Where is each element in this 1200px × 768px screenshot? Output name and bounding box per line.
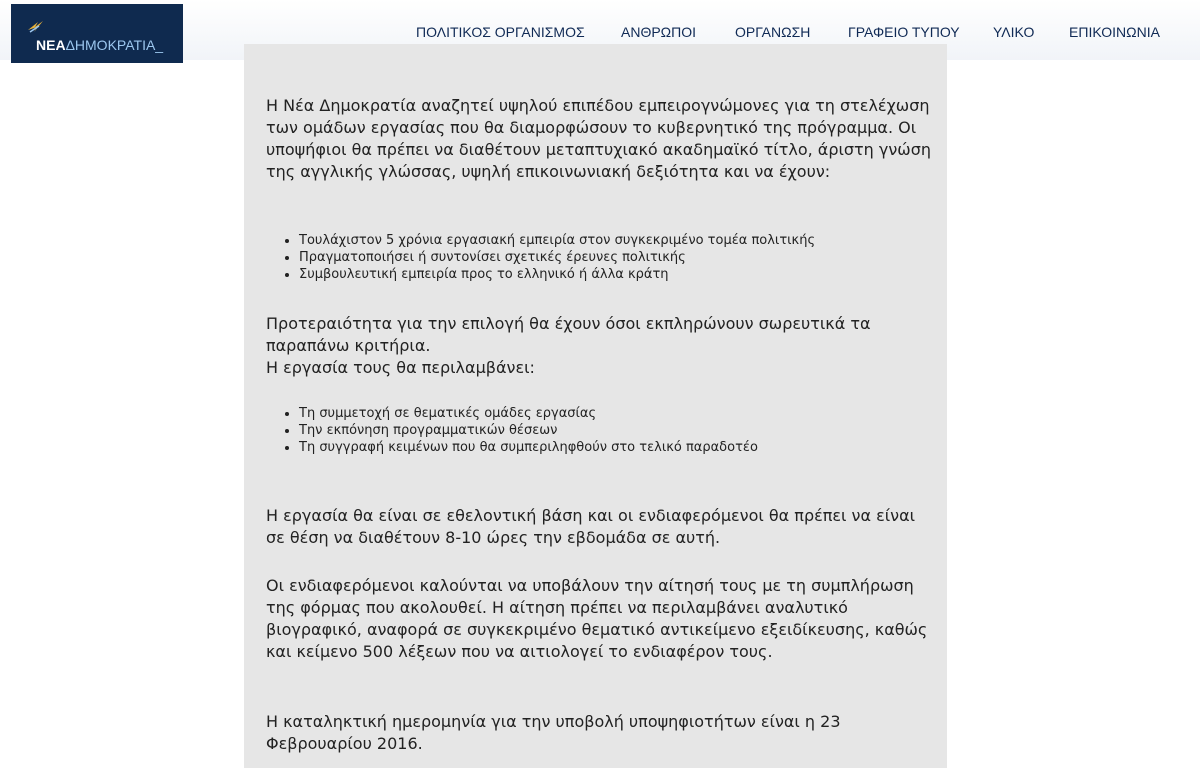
deadline-paragraph: Η καταληκτική ημερομηνία για την υποβολή υποψηφιοτήτων είναι η 23 Φεβρουαρίου 2016. — [266, 712, 841, 753]
requirements-list — [266, 232, 949, 283]
list-item: • Την εκπόνηση προγραμματικών θέσεων — [299, 422, 949, 439]
application-paragraph: Οι ενδιαφερόμενοι καλούνται να υποβάλουν την αίτησή τους με τη συμπλήρωση της φόρμας που ακολουθεί. Η αίτηση πρέπει να περιλαμβάνει αναλυτικό βιογραφικό, αναφορά σε συγκεκριμένο θεματικό αντικείμενο εξειδίκευσης, καθώς και κείμενο 500 λέξεων που να αιτιολογεί το ενδιαφέρον τους. — [266, 576, 928, 661]
priority-paragraph: Προτεραιότητα για την επιλογή θα έχουν όσοι εκπληρώνουν σωρευτικά τα παραπάνω κριτήρια. — [266, 314, 871, 355]
nav-item-organization[interactable]: ΟΡΓΑΝΩΣΗ — [735, 24, 811, 40]
nav-item-political-organization[interactable]: ΠΟΛΙΤΙΚΟΣ ΟΡΓΑΝΙΣΜΟΣ — [416, 24, 585, 40]
logo-text-strong: ΝΕΑ — [36, 37, 66, 53]
list-item: • Τη συμμετοχή σε θεματικές ομάδες εργασίας — [299, 405, 949, 422]
main-navigation — [0, 24, 1200, 44]
duties-list — [266, 405, 949, 456]
list-item: • Συμβουλευτική εμπειρία προς το ελληνικό ή άλλα κράτη — [299, 266, 949, 283]
nav-item-press-office[interactable]: ΓΡΑΦΕΙΟ ΤΥΠΟΥ — [848, 24, 960, 40]
article-content — [244, 44, 947, 768]
nav-item-contact[interactable]: ΕΠΙΚΟΙΝΩΝΙΑ — [1069, 24, 1160, 40]
logo-text-light: ΔΗΜΟΚΡΑΤΙΑ_ — [65, 37, 164, 53]
list-item: • Τουλάχιστον 5 χρόνια εργασιακή εμπειρία στον συγκεκριμένο τομέα πολιτικής — [299, 232, 949, 249]
volunteer-paragraph: Η εργασία θα είναι σε εθελοντική βάση και οι ενδιαφερόμενοι θα πρέπει να είναι σε θέση να διαθέτουν 8-10 ώρες την εβδομάδα σε αυτή. — [266, 506, 916, 547]
intro-paragraph: Η Νέα Δημοκρατία αναζητεί υψηλού επιπέδου εμπειρογνώμονες για τη στελέχωση των ομάδων εργασίας που θα διαμορφώσουν το κυβερνητικό της πρόγραμμα. Οι υποψήφιοι θα πρέπει να διαθέτουν μεταπτυχιακό ακαδημαϊκό τίτλο, άριστη γνώση της αγγλικής γλώσσας, υψηλή επικοινωνιακή δεξιότητα και να έχουν: — [266, 96, 931, 181]
nav-item-material[interactable]: ΥΛΙΚΟ — [993, 24, 1035, 40]
work-intro-paragraph: Η εργασία τους θα περιλαμβάνει: — [266, 358, 535, 377]
list-item: • Τη συγγραφή κειμένων που θα συμπεριληφθούν στο τελικό παραδοτέο — [299, 439, 949, 456]
nav-item-people[interactable]: ΑΝΘΡΩΠΟΙ — [621, 24, 697, 40]
list-item: • Πραγματοποιήσει ή συντονίσει σχετικές έρευνες πολιτικής — [299, 249, 949, 266]
